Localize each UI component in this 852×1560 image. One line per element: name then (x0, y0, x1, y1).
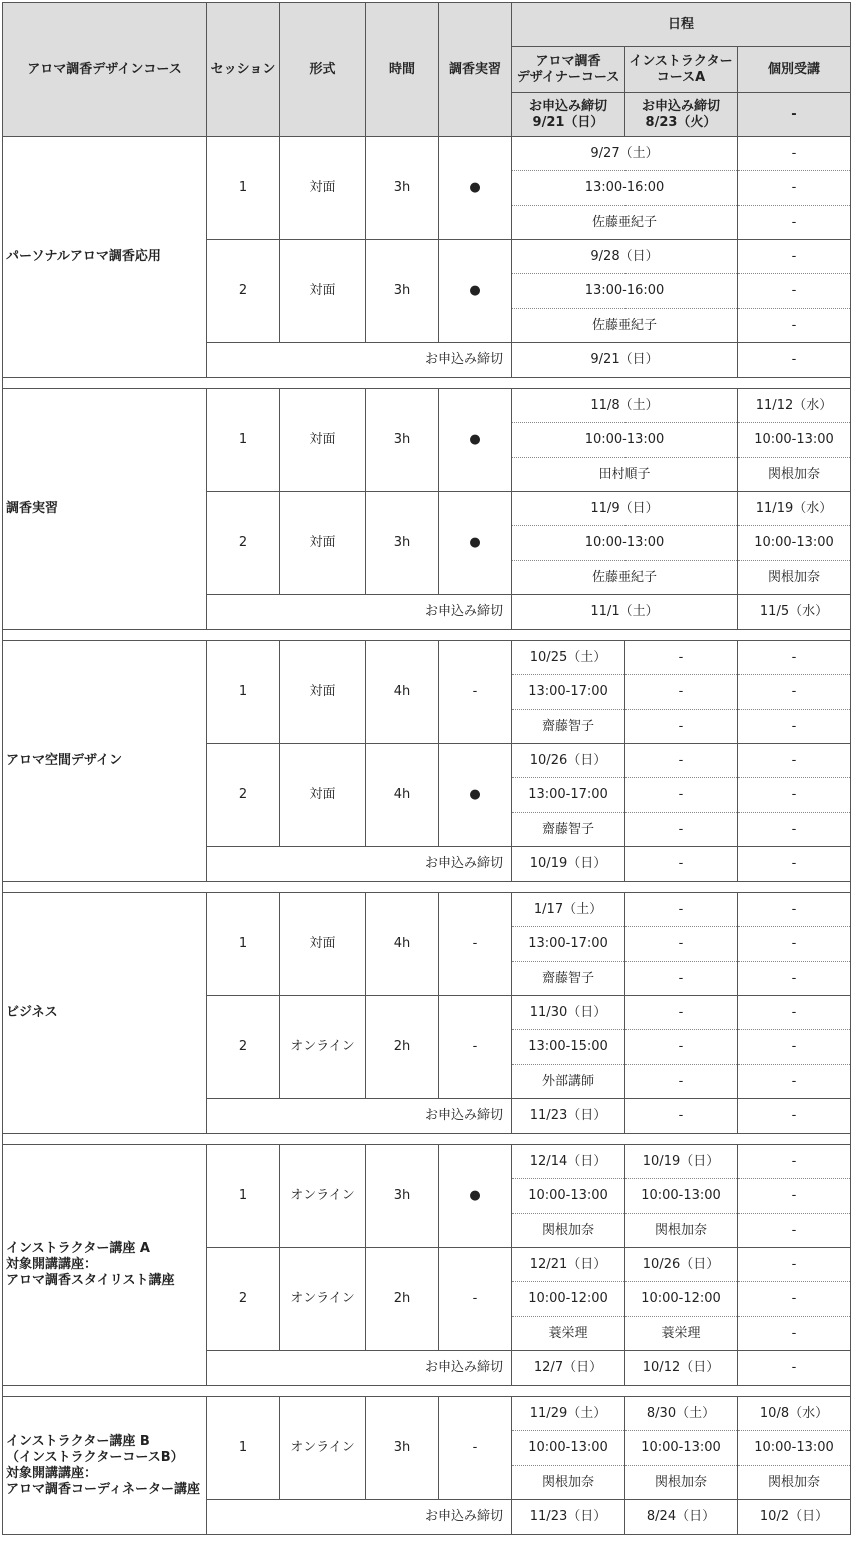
deadline-cell: - (625, 1099, 738, 1134)
section-gap (3, 1134, 851, 1145)
session-time: 3h (366, 1397, 439, 1500)
session-practice: - (439, 893, 512, 996)
session-time: 3h (366, 240, 439, 343)
schedule-cell: - (738, 1248, 851, 1282)
schedule-cell: - (738, 1030, 851, 1065)
schedule-cell: 10:00-12:00 (625, 1282, 738, 1317)
session-number: 2 (207, 744, 280, 847)
gap-cell (3, 378, 851, 389)
session-number: 1 (207, 1145, 280, 1248)
section-gap (3, 882, 851, 893)
session-practice: - (439, 1248, 512, 1351)
schedule-cell: 13:00-16:00 (512, 171, 738, 206)
deadline-label: お申込み締切 (207, 595, 512, 630)
schedule-cell: - (738, 1282, 851, 1317)
table-row (3, 1145, 851, 1179)
deadline-cell: 11/5（水） (738, 595, 851, 630)
schedule-cell: 10:00-13:00 (512, 423, 738, 458)
schedule-cell: 田村順子 (512, 458, 738, 492)
table-row (3, 893, 851, 927)
schedule-cell: 11/29（土） (512, 1397, 625, 1431)
schedule-cell: 11/12（水） (738, 389, 851, 423)
section-gap (3, 378, 851, 389)
session-time: 2h (366, 996, 439, 1099)
schedule-cell: 8/30（土） (625, 1397, 738, 1431)
session-number: 1 (207, 389, 280, 492)
header-schedule: 日程 (512, 3, 851, 47)
schedule-table (2, 2, 851, 1535)
header-deadline-instructor: お申込み締切 8/23（火） (625, 93, 738, 137)
schedule-cell: - (738, 778, 851, 813)
schedule-cell: - (738, 240, 851, 274)
schedule-cell: - (738, 206, 851, 240)
session-number: 2 (207, 492, 280, 595)
deadline-label: お申込み締切 (207, 1500, 512, 1535)
schedule-cell: - (625, 962, 738, 996)
schedule-cell: 11/8（土） (512, 389, 738, 423)
schedule-cell: 関根加奈 (625, 1466, 738, 1500)
session-practice: ● (439, 137, 512, 240)
schedule-cell: - (738, 274, 851, 309)
header-course: アロマ調香デザインコース (3, 3, 207, 137)
schedule-cell: 13:00-16:00 (512, 274, 738, 309)
schedule-cell: - (738, 962, 851, 996)
deadline-cell: 12/7（日） (512, 1351, 625, 1386)
table-header (3, 3, 851, 137)
schedule-cell: - (625, 1065, 738, 1099)
schedule-cell: - (738, 893, 851, 927)
schedule-cell: 関根加奈 (512, 1214, 625, 1248)
table-row (3, 137, 851, 171)
table-body (3, 137, 851, 1535)
schedule-cell: 10:00-13:00 (738, 423, 851, 458)
schedule-cell: - (625, 813, 738, 847)
table-row (3, 641, 851, 675)
schedule-cell: 10/25（土） (512, 641, 625, 675)
section-gap (3, 1386, 851, 1397)
deadline-cell: 8/24（日） (625, 1500, 738, 1535)
schedule-cell: - (625, 641, 738, 675)
schedule-cell: - (738, 813, 851, 847)
schedule-cell: - (738, 927, 851, 962)
schedule-cell: 関根加奈 (738, 1466, 851, 1500)
session-number: 1 (207, 641, 280, 744)
schedule-cell: - (738, 309, 851, 343)
schedule-cell: 佐藤亜紀子 (512, 206, 738, 240)
deadline-label: お申込み締切 (207, 343, 512, 378)
header-format: 形式 (280, 3, 366, 137)
schedule-cell: 齋藤智子 (512, 962, 625, 996)
session-practice: ● (439, 1145, 512, 1248)
schedule-cell: 10/26（日） (625, 1248, 738, 1282)
schedule-cell: - (738, 641, 851, 675)
schedule-cell: 13:00-17:00 (512, 778, 625, 813)
deadline-cell: 11/23（日） (512, 1500, 625, 1535)
deadline-cell: - (738, 1351, 851, 1386)
deadline-cell: - (738, 343, 851, 378)
deadline-label: お申込み締切 (207, 847, 512, 882)
header-deadline-individual: - (738, 93, 851, 137)
session-time: 4h (366, 744, 439, 847)
schedule-cell: 関根加奈 (625, 1214, 738, 1248)
session-time: 4h (366, 893, 439, 996)
schedule-cell: 9/28（日） (512, 240, 738, 274)
session-time: 2h (366, 1248, 439, 1351)
schedule-cell: - (738, 171, 851, 206)
deadline-cell: - (738, 1099, 851, 1134)
header-col-designer: アロマ調香 デザイナーコース (512, 47, 625, 93)
schedule-cell: 10/8（水） (738, 1397, 851, 1431)
schedule-cell: 10/26（日） (512, 744, 625, 778)
session-practice: ● (439, 744, 512, 847)
session-number: 2 (207, 240, 280, 343)
schedule-cell: 10:00-13:00 (625, 1179, 738, 1214)
session-number: 2 (207, 996, 280, 1099)
schedule-cell: 10:00-13:00 (625, 1431, 738, 1466)
schedule-cell: 9/27（土） (512, 137, 738, 171)
schedule-cell: 齋藤智子 (512, 710, 625, 744)
course-name: アロマ空間デザイン (3, 641, 207, 882)
schedule-cell: 10:00-13:00 (512, 526, 738, 561)
schedule-cell: 蓑栄理 (625, 1317, 738, 1351)
session-format: 対面 (280, 893, 366, 996)
schedule-cell: - (625, 893, 738, 927)
session-format: 対面 (280, 137, 366, 240)
schedule-cell: - (625, 675, 738, 710)
schedule-cell: 佐藤亜紀子 (512, 309, 738, 343)
header-practice: 調香実習 (439, 3, 512, 137)
header-col-individual: 個別受講 (738, 47, 851, 93)
schedule-cell: 10:00-12:00 (512, 1282, 625, 1317)
session-number: 2 (207, 1248, 280, 1351)
schedule-cell: 1/17（土） (512, 893, 625, 927)
schedule-cell: 11/30（日） (512, 996, 625, 1030)
schedule-cell: - (625, 1030, 738, 1065)
schedule-cell: - (738, 710, 851, 744)
session-practice: ● (439, 492, 512, 595)
deadline-label: お申込み締切 (207, 1099, 512, 1134)
session-practice: ● (439, 389, 512, 492)
deadline-cell: - (625, 847, 738, 882)
header-time: 時間 (366, 3, 439, 137)
course-name: 調香実習 (3, 389, 207, 630)
schedule-cell: - (625, 744, 738, 778)
session-format: オンライン (280, 996, 366, 1099)
schedule-cell: 12/21（日） (512, 1248, 625, 1282)
course-name: パーソナルアロマ調香応用 (3, 137, 207, 378)
deadline-cell: 11/23（日） (512, 1099, 625, 1134)
schedule-cell: 蓑栄理 (512, 1317, 625, 1351)
schedule-cell: - (625, 927, 738, 962)
course-name: ビジネス (3, 893, 207, 1134)
schedule-cell: 関根加奈 (738, 458, 851, 492)
session-format: 対面 (280, 389, 366, 492)
session-time: 3h (366, 492, 439, 595)
schedule-cell: - (625, 778, 738, 813)
schedule-cell: - (738, 744, 851, 778)
schedule-cell: 関根加奈 (512, 1466, 625, 1500)
schedule-cell: 齋藤智子 (512, 813, 625, 847)
schedule-cell: 11/19（水） (738, 492, 851, 526)
schedule-cell: 13:00-17:00 (512, 927, 625, 962)
session-format: 対面 (280, 492, 366, 595)
schedule-cell: - (738, 137, 851, 171)
gap-cell (3, 630, 851, 641)
gap-cell (3, 1386, 851, 1397)
schedule-cell: 10:00-13:00 (738, 526, 851, 561)
session-number: 1 (207, 137, 280, 240)
header-session: セッション (207, 3, 280, 137)
schedule-cell: 10:00-13:00 (512, 1179, 625, 1214)
gap-cell (3, 882, 851, 893)
session-practice: - (439, 996, 512, 1099)
schedule-cell: 11/9（日） (512, 492, 738, 526)
session-time: 3h (366, 389, 439, 492)
deadline-cell: 11/1（土） (512, 595, 738, 630)
schedule-cell: 10/19（日） (625, 1145, 738, 1179)
session-format: 対面 (280, 641, 366, 744)
schedule-cell: - (625, 996, 738, 1030)
table-row (3, 389, 851, 423)
schedule-cell: 関根加奈 (738, 561, 851, 595)
deadline-cell: 9/21（日） (512, 343, 738, 378)
schedule-cell: 10:00-13:00 (738, 1431, 851, 1466)
schedule-cell: - (738, 1145, 851, 1179)
schedule-cell: 13:00-17:00 (512, 675, 625, 710)
course-name: インストラクター講座 A 対象開講講座： アロマ調香スタイリスト講座 (3, 1145, 207, 1386)
deadline-label: お申込み締切 (207, 1351, 512, 1386)
course-name: インストラクター講座 B （インストラクターコースB） 対象開講講座： アロマ調香コーディネーター講座 (3, 1397, 207, 1535)
schedule-cell: 10:00-13:00 (512, 1431, 625, 1466)
header-deadline-designer: お申込み締切 9/21（日） (512, 93, 625, 137)
gap-cell (3, 1134, 851, 1145)
deadline-cell: 10/2（日） (738, 1500, 851, 1535)
session-time: 3h (366, 1145, 439, 1248)
session-time: 4h (366, 641, 439, 744)
schedule-cell: 13:00-15:00 (512, 1030, 625, 1065)
session-number: 1 (207, 1397, 280, 1500)
session-number: 1 (207, 893, 280, 996)
schedule-cell: - (738, 1317, 851, 1351)
header-col-instructor: インストラクター コースA (625, 47, 738, 93)
session-practice: ● (439, 240, 512, 343)
schedule-cell: 12/14（日） (512, 1145, 625, 1179)
table-row (3, 1397, 851, 1431)
session-format: 対面 (280, 240, 366, 343)
session-format: オンライン (280, 1397, 366, 1500)
schedule-cell: - (738, 1179, 851, 1214)
schedule-cell: - (625, 710, 738, 744)
deadline-cell: 10/19（日） (512, 847, 625, 882)
section-gap (3, 630, 851, 641)
schedule-cell: - (738, 1214, 851, 1248)
deadline-cell: 10/12（日） (625, 1351, 738, 1386)
session-practice: - (439, 1397, 512, 1500)
schedule-cell: - (738, 996, 851, 1030)
session-format: オンライン (280, 1248, 366, 1351)
schedule-cell: - (738, 1065, 851, 1099)
schedule-cell: 外部講師 (512, 1065, 625, 1099)
session-format: オンライン (280, 1145, 366, 1248)
deadline-cell: - (738, 847, 851, 882)
session-format: 対面 (280, 744, 366, 847)
schedule-cell: 佐藤亜紀子 (512, 561, 738, 595)
schedule-cell: - (738, 675, 851, 710)
session-time: 3h (366, 137, 439, 240)
session-practice: - (439, 641, 512, 744)
